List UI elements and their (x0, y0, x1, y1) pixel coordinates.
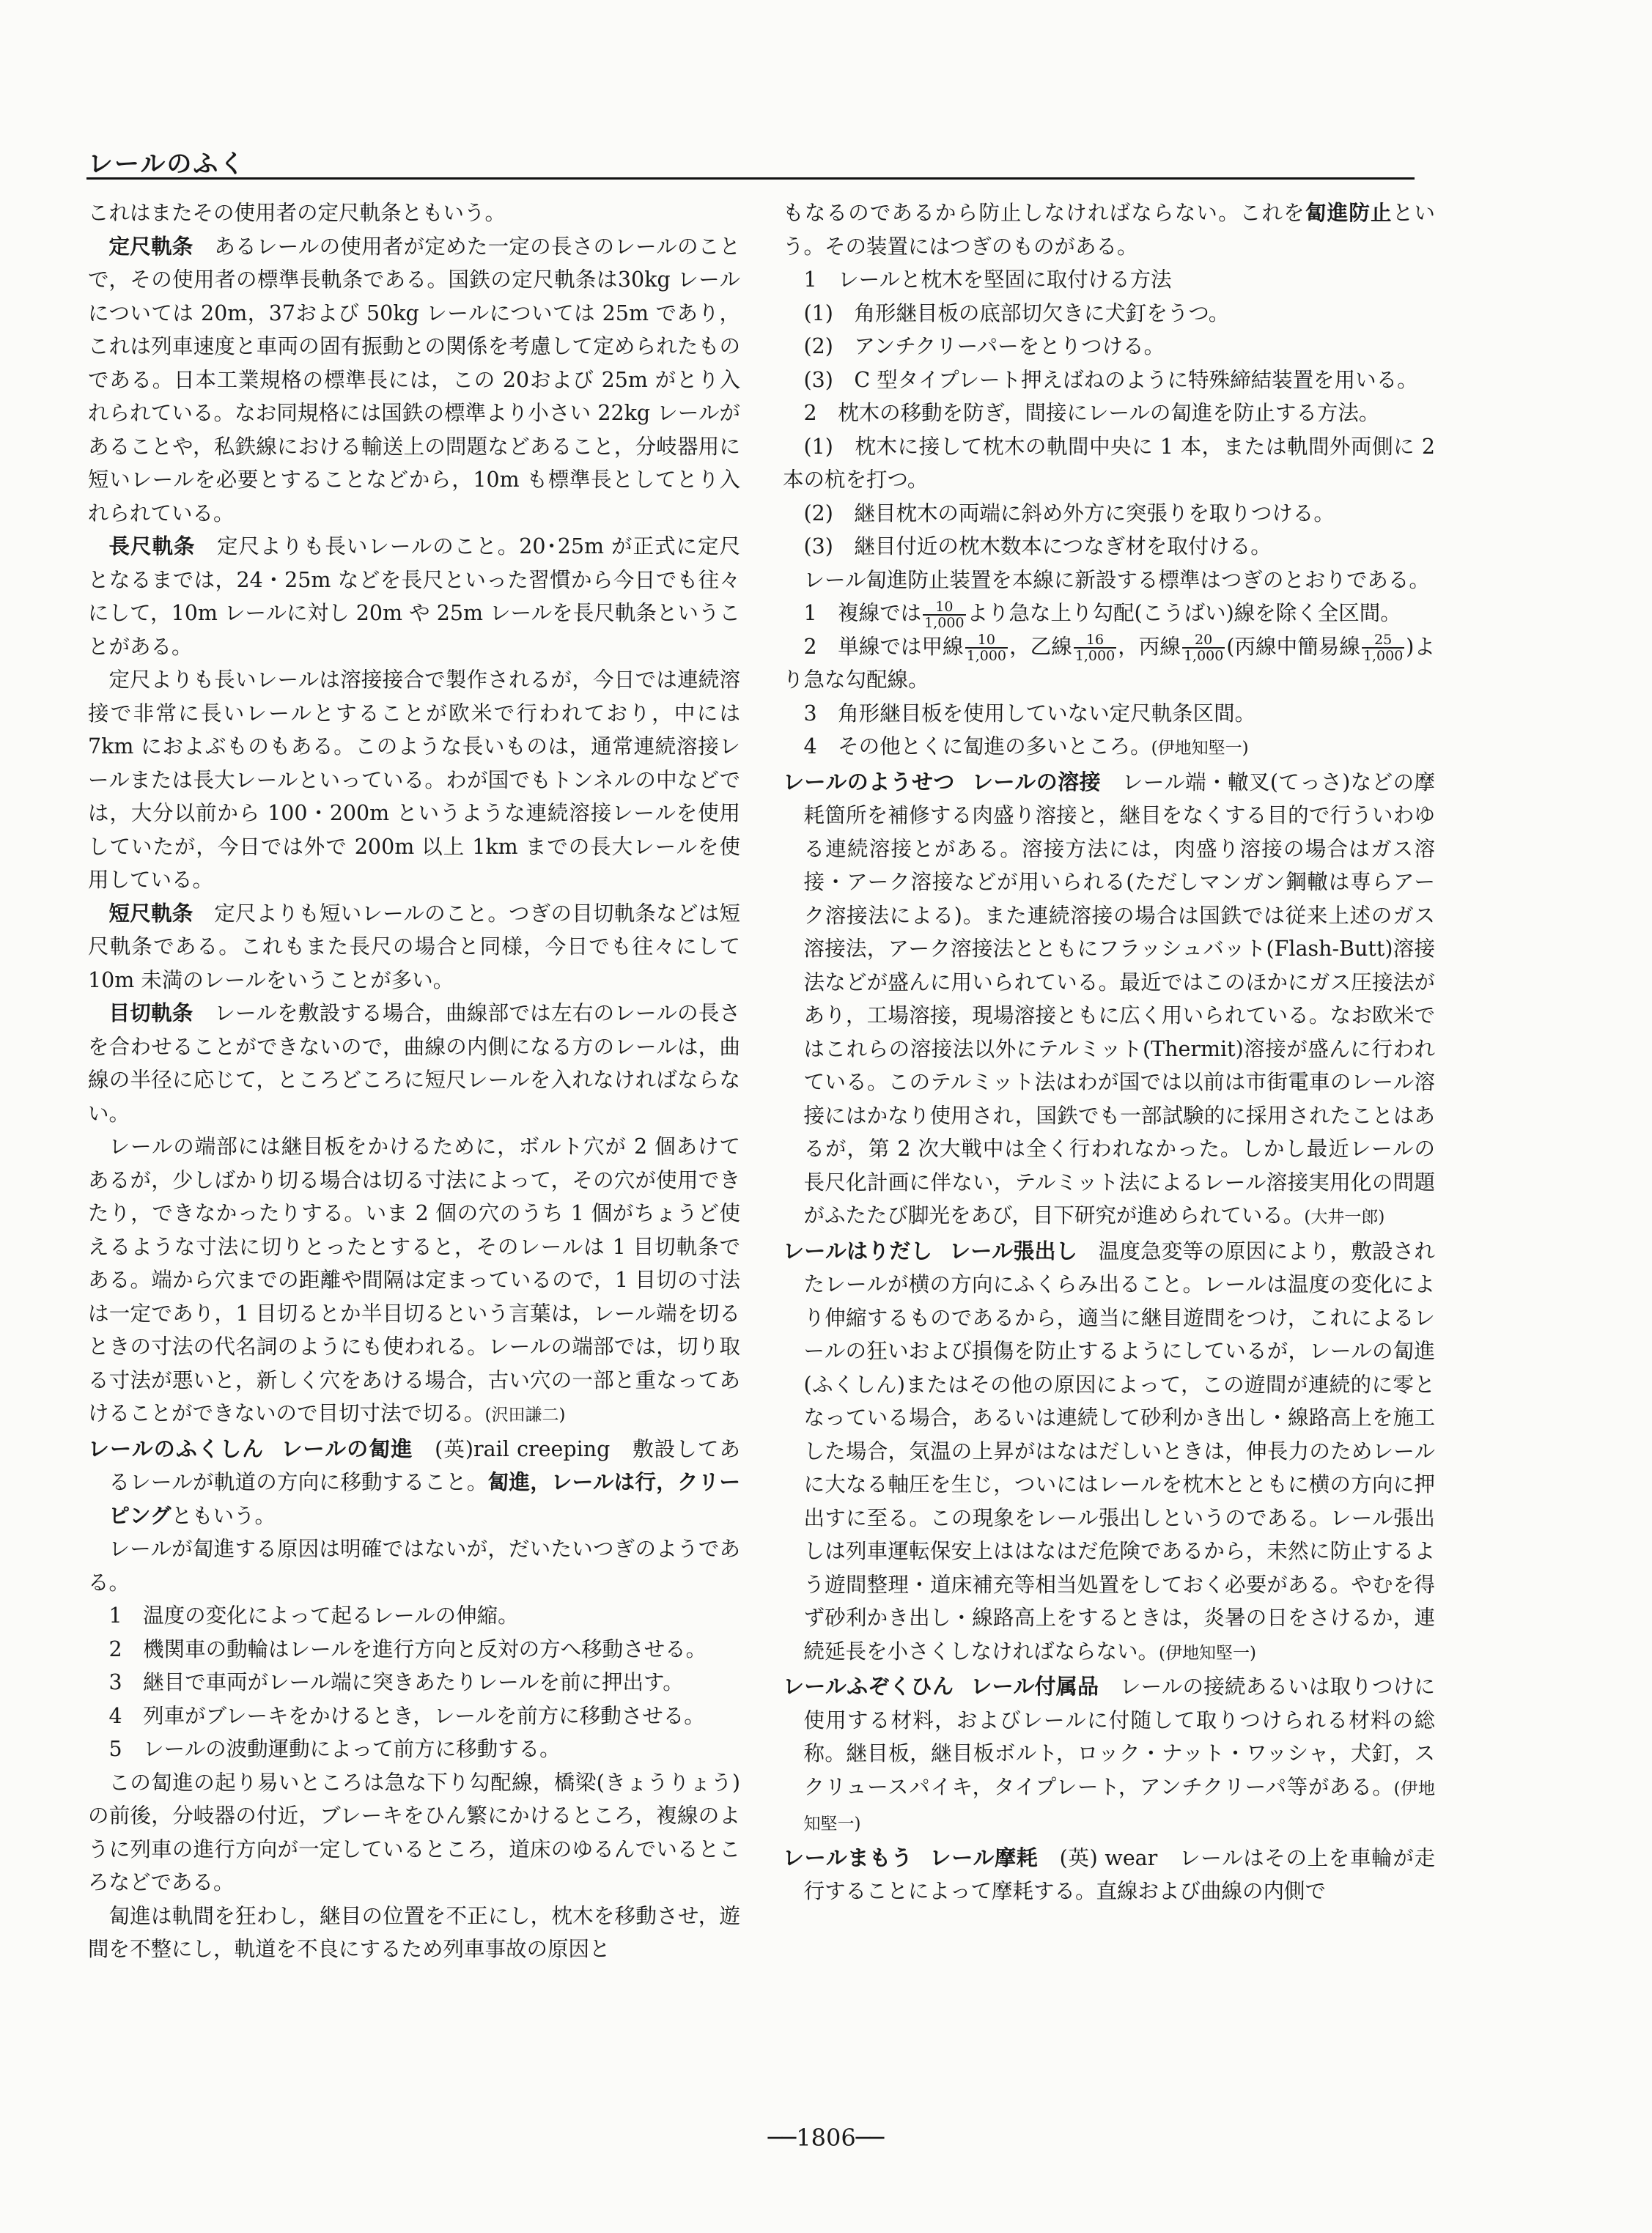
entry-text: 温度急変等の原因により，敷設されたレールが横の方向にふくらみ出ること。レールは温度の変化により伸縮するものであるから，適当に継目遊間をつけ，これによるレールの狂いおよび損傷を防止するようにしているが，レールの匐進(ふくしん)またはその他の原因によって，この遊間が連続的に零となっている場合，あるいは連続して砂利かき出し・線路高上を施工した場合，気温の上昇がはなはだしいときは，伸長力のためレールに大なる軸圧を生じ，ついにはレールを枕木とともに横の方向に押出すに至る。この現象をレール張出しというのである。レール張出しは列車運転保安上ははなはだ危険であるから，未然に防止するよう遊間整理・道床補充等相当処置をしておく必要がある。やむを得ず砂利かき出し・線路高上をするときは，炎暑の日をさけるか，連続延長を小さくしなければならない。 (803, 1239, 1436, 1664)
fraction-denominator: 1,000 (924, 614, 965, 631)
fraction-denominator: 1,000 (1362, 648, 1404, 664)
list-item: 5 レールの波動運動によって前方に移動する。 (108, 1737, 561, 1761)
entry-text: レールの接続あるいは取りつけに使用する材料，およびレールに付随して取りつけられる材料の総称。継目板，継目板ボルト，ロック・ナット・ワッシャ，犬釘，スクリュースパイキ，タイプレート，アンチクリーパ等がある。 (803, 1675, 1435, 1799)
entry-rail-fastenings (783, 1670, 1435, 1842)
author-credit: (伊地知堅一) (803, 1779, 1435, 1834)
subentry-heading: 短尺軌条 (108, 901, 193, 926)
fraction-denominator: 1,000 (966, 648, 1007, 664)
paragraph: 定尺よりも長いレールは溶接接合で製作されるが，今日では連続溶接で非常に長いレールとすることが欧米で行われており，中には 7km におよぶものもある。このような長いものは，通常連続溶接レールまたは長大レールといっている。わが国でもトンネルの中などでは，大分以前から 100・200m というような連続溶接レールを使用していたが，今日では外で 200m 以上 1km までの長大レールを使用している。 (88, 668, 740, 892)
entry-aliases: 匐進，レールは行，クリーピング (108, 1470, 740, 1528)
entry-text: ともいう。 (171, 1503, 276, 1528)
fraction-denominator: 1,000 (1074, 648, 1116, 664)
list-item: 3 継目で車両がレール端に突きあたりレールを前に押出す。 (108, 1670, 684, 1694)
list-item: (2) 継目枕木の両端に斜め外方に突張りを取りつける。 (803, 501, 1335, 525)
term-emphasis: 匐進防止 (1305, 201, 1393, 225)
paragraph (783, 196, 1435, 263)
entry-rail-wear (783, 1842, 1435, 1908)
paragraph: これはまたその使用者の定尺軌条ともいう。 (88, 201, 506, 225)
list-text: ，丙線 (1118, 634, 1181, 659)
entry-headword-kanji: レールの溶接 (972, 769, 1102, 794)
entry-headword-kanji: レール付属品 (970, 1674, 1099, 1699)
list-item: (1) 角形継目板の底部切欠きに犬釘をうつ。 (803, 300, 1230, 325)
entry-headword: レールのようせつ (783, 769, 955, 794)
paragraph-text: レールの端部には継目板をかけるために，ボルト穴が 2 個あけてあるが，少しばかり切る場合は切る寸法によって，その穴が使用できたり，できなかったりする。いま 2 個の穴のうち 1 個がちょうど使えるような寸法に切りとったとすると，そのレールは 1 目切軌条である。端から穴までの距離や間隔は定まっているので，1 目切の寸法は一定であり，1 目切るとか半目切るという言葉は，レール端を切るときの寸法の代名詞のようにも使われる。レールの端部では，切り取る寸法が悪いと，新しく穴をあける場合，古い穴の一部と重なってあけることができないので目切寸法で切る。 (88, 1134, 740, 1425)
fraction-numerator: 10 (923, 599, 965, 616)
list-text: ，乙線 (1009, 634, 1072, 659)
list-item: 4 列車がブレーキをかけるとき，レールを前方に移動させる。 (108, 1703, 705, 1728)
fraction (1182, 632, 1225, 663)
entry-headword: レールまもう (783, 1845, 913, 1870)
paragraph-text: もなるのであるから防止しなければならない。これを (783, 201, 1305, 225)
list-text: より急な上り勾配(こうばい)線を除く全区間。 (967, 601, 1401, 625)
fraction (1074, 632, 1116, 663)
list-item: (3) C 型タイプレート押えばねのように特殊締結装置を用いる。 (803, 367, 1418, 392)
fraction (965, 632, 1008, 663)
list-item: (3) 継目付近の枕木数本につなぎ材を取付ける。 (803, 534, 1272, 558)
entry-headword-kanji: レール張出し (949, 1238, 1077, 1263)
entry-headword-kanji: レールの匐進 (281, 1436, 413, 1461)
paragraph: レールが匐進する原因は明確ではないが，だいたいつぎのようである。 (88, 1537, 740, 1595)
paragraph-text: という。その装置にはつぎのものがある。 (783, 201, 1435, 259)
list-text: 2 単線では甲線 (803, 634, 964, 659)
fraction (1362, 632, 1404, 663)
fraction-numerator: 16 (1074, 632, 1116, 649)
entry-headword: レールふぞくひん (783, 1674, 954, 1699)
paragraph: 匐進は軌間を狂わし，継目の位置を不正にし，枕木を移動させ，遊間を不整にし，軌道を不良にするため列車事故の原因と (88, 1903, 740, 1961)
entry-rail-welding (783, 766, 1435, 1235)
list-item: 3 角形継目板を使用していない定尺軌条区間。 (803, 701, 1256, 726)
entry-headword-kanji: レール摩耗 (929, 1845, 1039, 1870)
list-text: 1 複線では (803, 601, 922, 625)
subentry-heading: 長尺軌条 (108, 534, 196, 558)
subentry-choshaku (88, 530, 740, 663)
entry-text: 敷設してあるレールが軌道の方向に移動すること。 (108, 1436, 740, 1494)
list-text: )より急な勾配線。 (783, 634, 1435, 692)
subentry-heading: 定尺軌条 (108, 234, 193, 259)
list-item (783, 730, 1435, 766)
fraction-denominator: 1,000 (1183, 648, 1224, 664)
entry-english: (英)rail creeping (435, 1436, 611, 1461)
subentry-text: あるレールの使用者が定めた一定の長さのレールのことで，その使用者の標準長軌条である。国鉄の定尺軌条は30kg レールについては 20m，37および 50kg レールについては 25m であり，これは列車速度と車両の固有振動との関係を考慮して定められたものである。日本工業規格の標準長には，この 20および 25m がとり入れられている。なお同規格には国鉄の標準より小さい 22kg レールがあることや，私鉄線における輸送上の問題などあること，分岐器用に短いレールを必要とすることなどから，10m も標準長としてとり入れられている。 (88, 234, 740, 525)
paragraph: レール匐進防止装置を本線に新設する標準はつぎのとおりである。 (803, 567, 1430, 592)
page-number: ──1806── (767, 2124, 885, 2152)
paragraph (88, 1130, 740, 1433)
fraction (923, 599, 965, 630)
author-credit: (伊地知堅一) (1151, 739, 1249, 758)
running-head: レールのふく (88, 150, 246, 179)
header-rule (86, 177, 1415, 180)
list-item: 2 枕木の移動を防ぎ，間接にレールの匐進を防止する方法。 (803, 401, 1380, 425)
entry-rail-creeping (88, 1433, 740, 1533)
list-item: (2) アンチクリーパーをとりつける。 (803, 334, 1165, 358)
author-credit: (沢田謙二) (484, 1406, 566, 1425)
author-credit: (伊地知堅一) (1159, 1643, 1256, 1663)
entry-headword: レールはりだし (783, 1238, 932, 1263)
subentry-text: 定尺よりも短いレールのこと。つぎの目切軌条などは短尺軌条である。これもまた長尺の場合と同様，今日でも往々にして 10m 未満のレールをいうことが多い。 (88, 901, 740, 992)
list-item: 1 温度の変化によって起るレールの伸縮。 (108, 1603, 519, 1628)
entry-text: レール端・轍叉(てっさ)などの摩耗箇所を補修する肉盛り溶接と，継目をなくする目的で行ういわゆる連続溶接とがある。溶接方法には，肉盛り溶接の場合はガス溶接・アーク溶接などが用いられる(ただしマンガン鋼轍は専らアーク溶接法による)。また連続溶接の場合は国鉄では従来上述のガス溶接法，アーク溶接法とともにフラッシュバット(Flash-Butt)溶接法などが盛んに用いられている。最近ではこのほかにガス圧接法があり，工場溶接，現場溶接ともに広く用いられている。なお欧米ではこれらの溶接法以外にテルミット(Thermit)溶接が盛んに行われている。このテルミット法はわが国では以前は市街電車のレール溶接にはかなり使用され，国鉄でも一部試験的に採用されたことはあるが，第 2 次大戦中は全く行われなかった。しかし最近レールの長尺化計画に伴ない，テルミット法によるレール溶接実用化の問題がふたたび脚光をあび，目下研究が進められている。 (803, 769, 1436, 1228)
list-item: 2 機関車の動輪はレールを進行方向と反対の方へ移動させる。 (108, 1636, 707, 1661)
list-item: (1) 枕木に接して枕木の軌間中央に 1 本，または軌間外両側に 2 本の杭を打つ。 (783, 434, 1435, 492)
fraction-numerator: 20 (1182, 632, 1225, 649)
entry-english: (英) wear (1059, 1845, 1158, 1870)
list-item: 1 レールと枕木を堅固に取付ける方法 (803, 267, 1172, 292)
list-item (783, 630, 1435, 697)
paragraph: この匐進の起り易いところは急な下り勾配線，橋梁(きょうりょう)の前後，分岐器の付近，ブレーキをひん繁にかけるところ，複線のように列車の進行方向が一定しているところ，道床のゆるんでいるところなどである。 (88, 1770, 740, 1894)
subentry-text: レールを敷設する場合，曲線部では左右のレールの長さを合わせることができないので，曲線の内側になる方のレールは，曲線の半径に応じて，ところどころに短尺レールを入れなければならない。 (88, 1001, 740, 1126)
entry-text: レールはその上を車輪が走行することによって摩耗する。直線および曲線の内側で (803, 1845, 1435, 1903)
subentry-mekiri (88, 997, 740, 1130)
entry-rail-buckling (783, 1235, 1435, 1671)
list-item (783, 597, 1435, 630)
subentry-text: 定尺よりも長いレールのこと。20･25m が正式に定尺となるまでは，24・25m などを長尺といった習慣から今日でも往々にして，10m レールに対し 20m や 25m レールを長尺軌条ということがある。 (88, 534, 740, 659)
author-credit: (大井一郎) (1304, 1208, 1385, 1227)
list-text: 4 その他とくに匐進の多いところ。 (803, 734, 1151, 759)
fraction-numerator: 10 (965, 632, 1008, 649)
subentry-teishaku (88, 230, 740, 531)
subentry-tanshaku (88, 897, 740, 997)
left-column (88, 196, 740, 1966)
entry-headword: レールのふくしん (88, 1436, 265, 1461)
list-text: (丙線中簡易線 (1226, 634, 1360, 659)
right-column (783, 196, 1435, 1908)
fraction-numerator: 25 (1362, 632, 1404, 649)
subentry-heading: 目切軌条 (108, 1001, 193, 1025)
